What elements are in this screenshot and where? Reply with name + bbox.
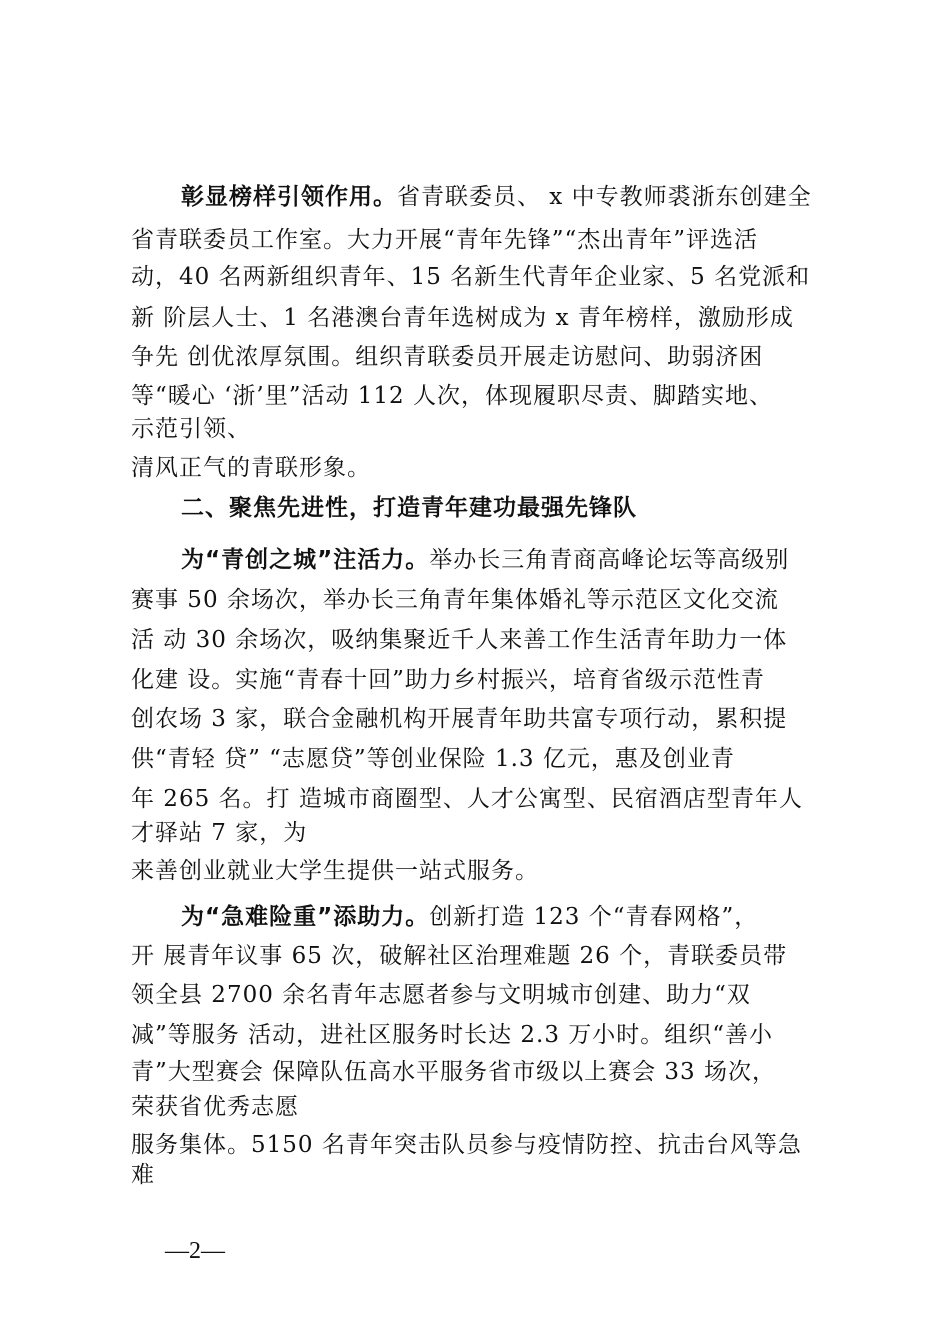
paragraph-1-line-2: 省青联委员工作室。大力开展“青年先锋”“杰出青年”评选活 — [131, 227, 759, 253]
paragraph-3-line-2: 开 展青年议事 65 次，破解社区治理难题 26 个，青联委员带 — [131, 943, 788, 969]
paragraph-3-line-5: 青”大型赛会 保障队伍高水平服务省市级以上赛会 33 场次， — [131, 1059, 776, 1085]
paragraph-2-line-4: 化建 设。实施“青春十回”助力乡村振兴，培育省级示范性青 — [131, 667, 765, 693]
paragraph-3-line-1: 为“急难险重”添助力。创新打造 123 个“青春网格”， — [181, 904, 759, 930]
paragraph-3-line-3: 领全县 2700 余名青年志愿者参与文明城市创建、助力“双 — [131, 982, 751, 1008]
paragraph-3-line-7: 服务集体。5150 名青年突击队员参与疫情防控、抗击台风等急 — [131, 1132, 802, 1158]
paragraph-1-line-1: 彰显榜样引领作用。省青联委员、 x 中专教师裘浙东创建全 — [181, 184, 812, 210]
paragraph-3-lead: 为“急难险重”添助力。 — [181, 904, 430, 930]
paragraph-2-line-6: 供“青轻 贷” “志愿贷”等创业保险 1.3 亿元，惠及创业青 — [131, 746, 735, 772]
page-number: —2— — [165, 1238, 225, 1264]
paragraph-2-line-5: 创农场 3 家，联合金融机构开展青年助共富专项行动，累积提 — [131, 706, 788, 732]
paragraph-2-line-2: 赛事 50 余场次，举办长三角青年集体婚礼等示范区文化交流 — [131, 587, 779, 613]
paragraph-1-line-4: 新 阶层人士、1 名港澳台青年选树成为 x 青年榜样，激励形成 — [131, 305, 794, 331]
paragraph-2-lead: 为“青创之城”注活力。 — [181, 547, 430, 573]
paragraph-1-line-6: 等“暖心 ‘浙’里”活动 112 人次，体现履职尽责、脚踏实地、 — [131, 383, 773, 409]
paragraph-3-line-6: 荣获省优秀志愿 — [131, 1094, 299, 1120]
paragraph-1-lead: 彰显榜样引领作用。 — [181, 184, 397, 210]
paragraph-1-line-3: 动，40 名两新组织青年、15 名新生代青年企业家、5 名党派和 — [131, 264, 811, 290]
paragraph-3-line-8: 难 — [131, 1162, 155, 1188]
paragraph-1-line-5: 争先 创优浓厚氛围。组织青联委员开展走访慰问、助弱济困 — [131, 344, 764, 370]
paragraph-2-line-8: 才驿站 7 家，为 — [131, 820, 308, 846]
paragraph-3-line-4: 减”等服务 活动，进社区服务时长达 2.3 万小时。组织“善小 — [131, 1022, 774, 1048]
paragraph-1-line-8: 清风正气的青联形象。 — [131, 455, 371, 481]
paragraph-2-line-1: 为“青创之城”注活力。举办长三角青商高峰论坛等高级别 — [181, 547, 790, 573]
paragraph-2-line-3: 活 动 30 余场次，吸纳集聚近千人来善工作生活青年助力一体 — [131, 627, 788, 653]
section-heading: 二、聚焦先进性，打造青年建功最强先锋队 — [181, 495, 637, 521]
paragraph-1-line-7: 示范引领、 — [131, 416, 251, 442]
paragraph-2-line-9: 来善创业就业大学生提供一站式服务。 — [131, 858, 539, 884]
paragraph-2-line-7: 年 265 名。打 造城市商圈型、人才公寓型、民宿酒店型青年人 — [131, 786, 803, 812]
